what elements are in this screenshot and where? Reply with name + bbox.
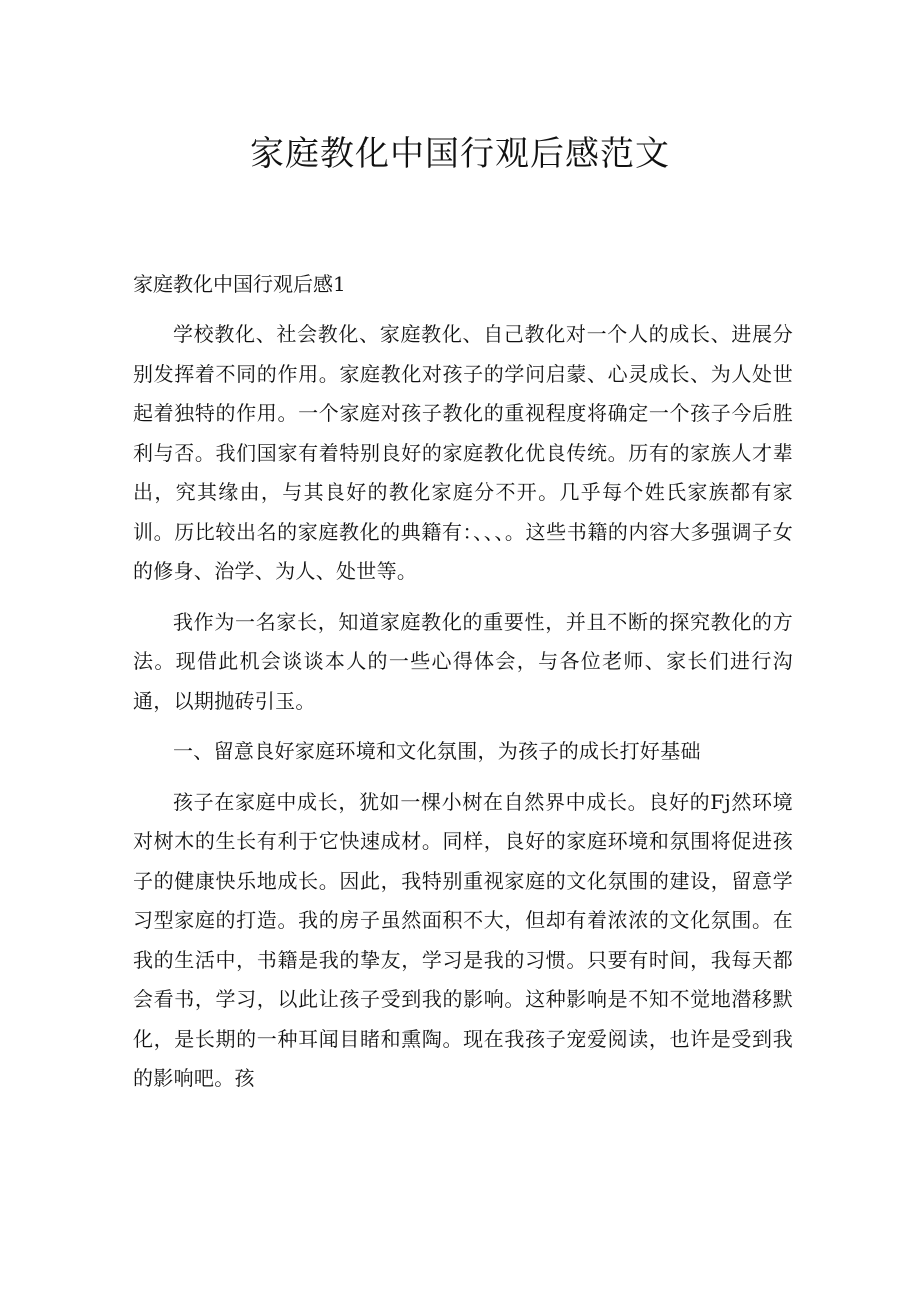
- document-body: [133, 315, 793, 1110]
- paragraph: 孩子在家庭中成长，犹如一棵小树在自然界中成长。良好的Fj然环境对树木的生长有利于它快速成材。同样，良好的家庭环境和氛围将促进孩子的健康快乐地成长。因此，我特别重视家庭的文化氛围的建设，留意学习型家庭的打造。我的房子虽然面积不大，但却有着浓浓的文化氛围。在我的生活中，书籍是我的挚友，学习是我的习惯。只要有时间，我每天都会看书，学习，以此让孩子受到我的影响。这种影响是不知不觉地潜移默化，是长期的一种耳闻目睹和熏陶。现在我孩子宠爱阅读，也许是受到我的影响吧。孩: [133, 789, 793, 1090]
- paragraph: 我作为一名家长，知道家庭教化的重要性，并且不断的探究教化的方法。现借此机会谈谈本人的一些心得体会，与各位老师、家长们进行沟通，以期抛砖引玉。: [133, 609, 793, 713]
- section-heading: 家庭教化中国行观后感1: [133, 272, 346, 296]
- section-point-heading: 一、留意良好家庭环境和文化氛围，为孩子的成长打好基础: [173, 739, 701, 763]
- paragraph: 学校教化、社会教化、家庭教化、自己教化对一个人的成长、进展分别发挥着不同的作用。家庭教化对孩子的学问启蒙、心灵成长、为人处世起着独特的作用。一个家庭对孩子教化的重视程度将确定一个孩子今后胜利与否。我们国家有着特别良好的家庭教化优良传统。历有的家族人才辈出，究其缘由，与其良好的教化家庭分不开。几乎每个姓氏家族都有家训。历比较出名的家庭教化的典籍有：、、、。这些书籍的内容大多强调子女的修身、治学、为人、处世等。: [133, 322, 793, 583]
- document-title: 家庭教化中国行观后感范文: [250, 134, 670, 174]
